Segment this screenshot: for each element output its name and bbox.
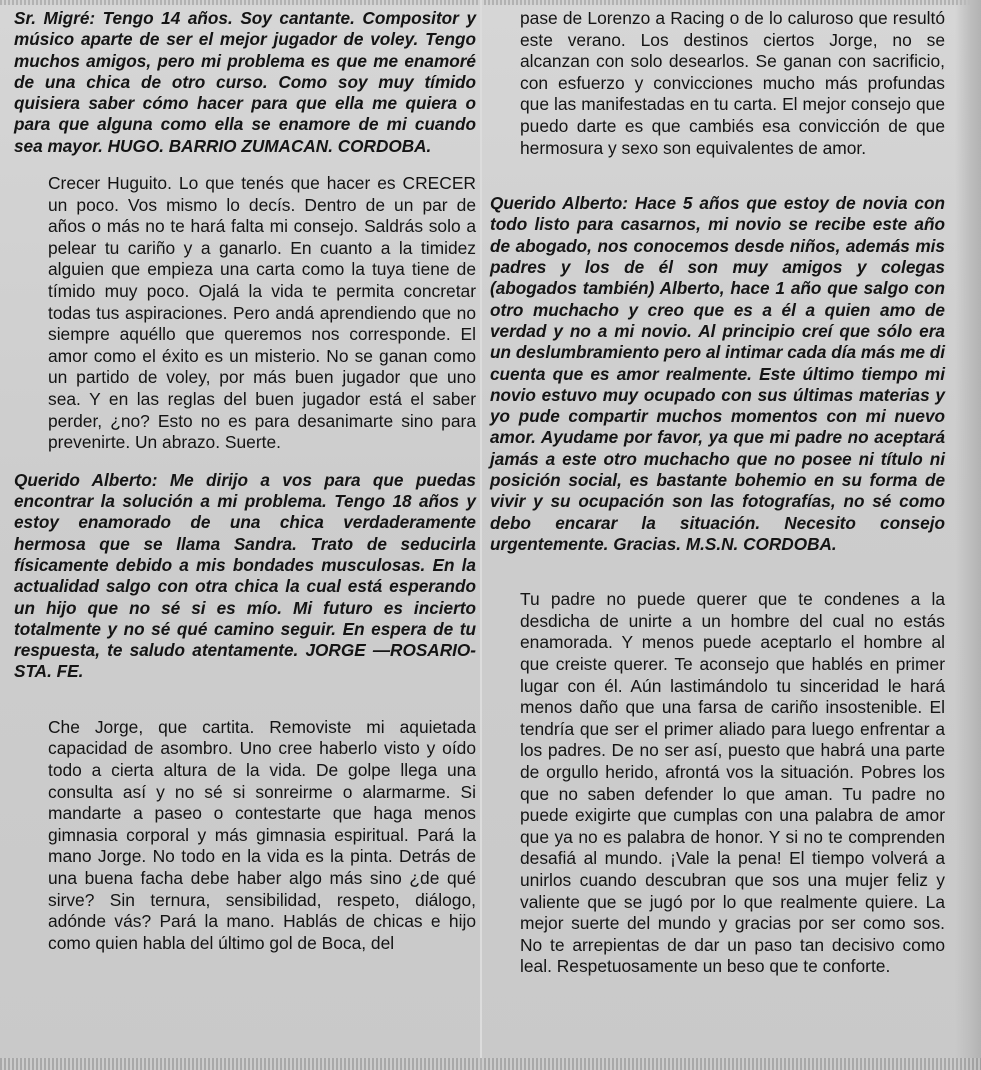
- reader-letter-hugo: Sr. Migré: Tengo 14 años. Soy cantante. Compositor y músico aparte de ser el mejor jugador de voley. Tengo muchos amigos, pero mi problema es que me enamoré de una chica de otro curso. Como soy muy tímido quisiera saber cómo hacer para que ella me quiera o para que alguna como ella se enamore de mi cuando sea mayor. HUGO. BARRIO ZUMACAN. CORDOBA.: [14, 8, 476, 156]
- reply-jorge-continued: pase de Lorenzo a Racing o de lo caluroso que resultó este verano. Los destinos ciertos Jorge, no se alcanzan con solo desearlos. Se ganan con sacrificio, con esfuerzo y convicciones mucho más profundas que las manifestadas en tu carta. El mejor consejo que puedo darte es que cambiés esa convicción de que hermosura y sexo son equivalentes de amor.: [520, 8, 945, 158]
- reply-jorge: Che Jorge, que cartita. Removiste mi aquietada capacidad de asombro. Uno cree haberlo visto y oído todo a cierta altura de la vida. De golpe llega una consulta así y no sé si sonreirme o alarmarme. Si mandarte a paseo o contestarte que haga menos gimnasia corporal y más gimnasia espiritual. Pará la mano Jorge. No todo en la vida es la pinta. Detrás de una buena facha debe haber algo más sino ¿de qué sirve? Sin ternura, sensibilidad, respeto, diálogo, adónde vás? Pará la mano. Hablás de chicas e hijo como quien habla del último gol de Boca, del: [48, 716, 476, 953]
- left-column: [14, 0, 476, 1070]
- reader-letter-jorge: Querido Alberto: Me dirijo a vos para que puedas encontrar la solución a mi problema. Tengo 18 años y estoy enamorado de una chica verdaderamente hermosa que se llama Sandra. Trato de seducirla físicamente debido a mis bondades musculosas. En la actualidad salgo con otra chica la cual está esperando un hijo que no sé si es mío. Mi futuro es incierto totalmente y no sé qué camino seguir. En espera de tu respuesta, te saludo atentamente. JORGE —ROSARIO-STA. FE.: [14, 469, 476, 682]
- page-right-edge: [955, 0, 981, 1070]
- reader-letter-msn: Querido Alberto: Hace 5 años que estoy de novia con todo listo para casarnos, mi novio se recibe este año de abogado, nos conocemos desde niños, además mis padres y los de él son muy amigos y colegas (abogados también) Alberto, hace 1 año que salgo con otro muchacho y creo que es a él a quien amo de verdad y no a mi novio. Al principio creí que sólo era un deslumbramiento pero al intimar cada día más me di cuenta que es amor realmente. Este último tiempo mi novio estuvo muy ocupado con sus últimas materias y yo pude compartir muchos momentos con mi nuevo amor. Ayudame por favor, ya que mi padre no aceptará jamás a este otro muchacho que no posee ni título ni posición social, es bastante bohemio en su forma de vivir y su ocupación son las fotografías, no sé como debo encarar la situación. Necesito consejo urgentemente. Gracias. M.S.N. CORDOBA.: [490, 193, 945, 554]
- reply-hugo: Crecer Huguito. Lo que tenés que hacer es CRECER un poco. Vos mismo lo decís. Dentro de un par de años o más no te hará falta mi consejo. Saldrás solo a pelear tu cariño y a ganarlo. En cuanto a la timidez alguien que empieza una carta como la tuya tiene de tímido muy poco. Ojalá la vida te permita concretar todas tus aspiraciones. Pero andá aprendiendo que no siempre aquéllo que queremos nos corresponde. El amor como el éxito es un misterio. No se ganan como un partido de voley, por más buen jugador que uno sea. Y en las reglas del buen jugador está el saber perder, ¿no? Esto no es para desanimarte sino para prevenirte. Un abrazo. Suerte.: [48, 173, 476, 453]
- page-bottom-edge: [0, 1058, 981, 1070]
- reply-msn: Tu padre no puede querer que te condenes a la desdicha de unirte a un hombre del cual no estás enamorada. Y menos puede aceptarlo el hombre al que creiste querer. Te aconsejo que hablés en primer lugar con él. Aún lastimándolo tu sinceridad le hará menos daño que una farsa de cariño insostenible. El tendría que ser el primer aliado para luego enfrentar a los padres. De no ser así, puesto que habrá una parte de orgullo herido, afrontá vos la situación. Pobres los que no saben defender lo que aman. Tu padre no puede exigirte que cumplas con una palabra de amor que ya no es palabra de honor. Y si no te comprenden desafiá al mundo. ¡Vale la pena! El tiempo volverá a unirlos cuando descubran que sos una mujer feliz y valiente que se jugó por lo que realmente quiere. La mejor suerte del mundo y gracias por ser como sos. No te arrepientas de dar un paso tan decisivo como leal. Respetuosamente un beso que te conforte.: [520, 589, 945, 977]
- right-column: [490, 0, 945, 1070]
- column-gutter: [480, 0, 482, 1070]
